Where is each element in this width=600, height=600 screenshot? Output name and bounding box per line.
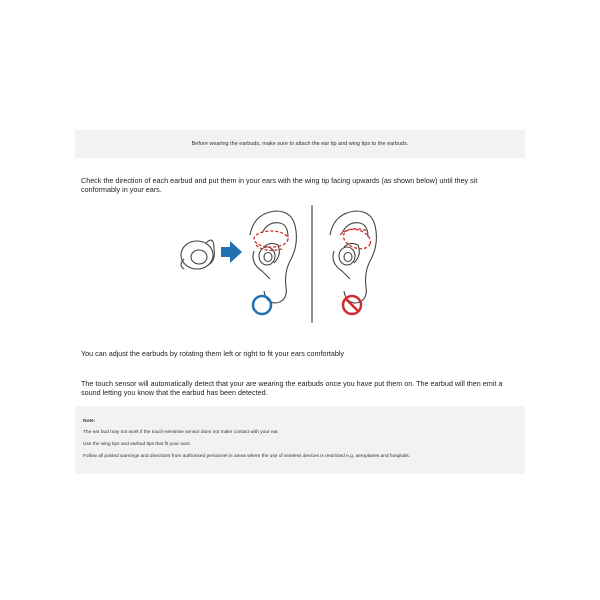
ear-tip-wing-outline <box>254 231 288 250</box>
note-item: The ear bud may not work if the touch-sensitive sensor does not make contact with your ear. <box>83 430 279 435</box>
adjust-instruction: You can adjust the earbuds by rotating them left or right to fit your ears comfortably <box>81 349 345 358</box>
earbud-fitting-illustration <box>170 205 415 325</box>
header-text: Before wearing the earbuds, make sure to attach the ear tip and wing tips to the earbuds. <box>191 141 409 147</box>
prohibited-icon <box>343 296 361 314</box>
earbud-icon <box>181 240 214 269</box>
sensor-instruction: The touch sensor will automatically detect that your are wearing the earbuds once you have put them on. The earbud will then emit a sound letting you know that the earbud has been detected. <box>81 379 503 397</box>
note-box <box>75 406 525 474</box>
ear-incorrect-icon <box>330 211 376 303</box>
ear-tip-wing-wrong-outline <box>340 226 373 252</box>
note-item: Follow all posted warnings and directions from authorised personnel in areas where the use of wireless devices is restricted e.g. aeroplanes and hospitals. <box>83 454 411 459</box>
circle-correct-icon <box>253 296 271 314</box>
note-title: Note: <box>83 419 96 424</box>
note-item: Use the wing tips and earbud tips that fit your ears. <box>83 442 191 447</box>
direction-instruction: Check the direction of each earbud and put them in your ears with the wing tip facing upwards (as shown below) until they sit conformably in your ears. <box>81 176 478 194</box>
ear-correct-icon <box>250 211 296 303</box>
arrow-right-icon <box>221 241 242 263</box>
header-band <box>75 130 525 158</box>
